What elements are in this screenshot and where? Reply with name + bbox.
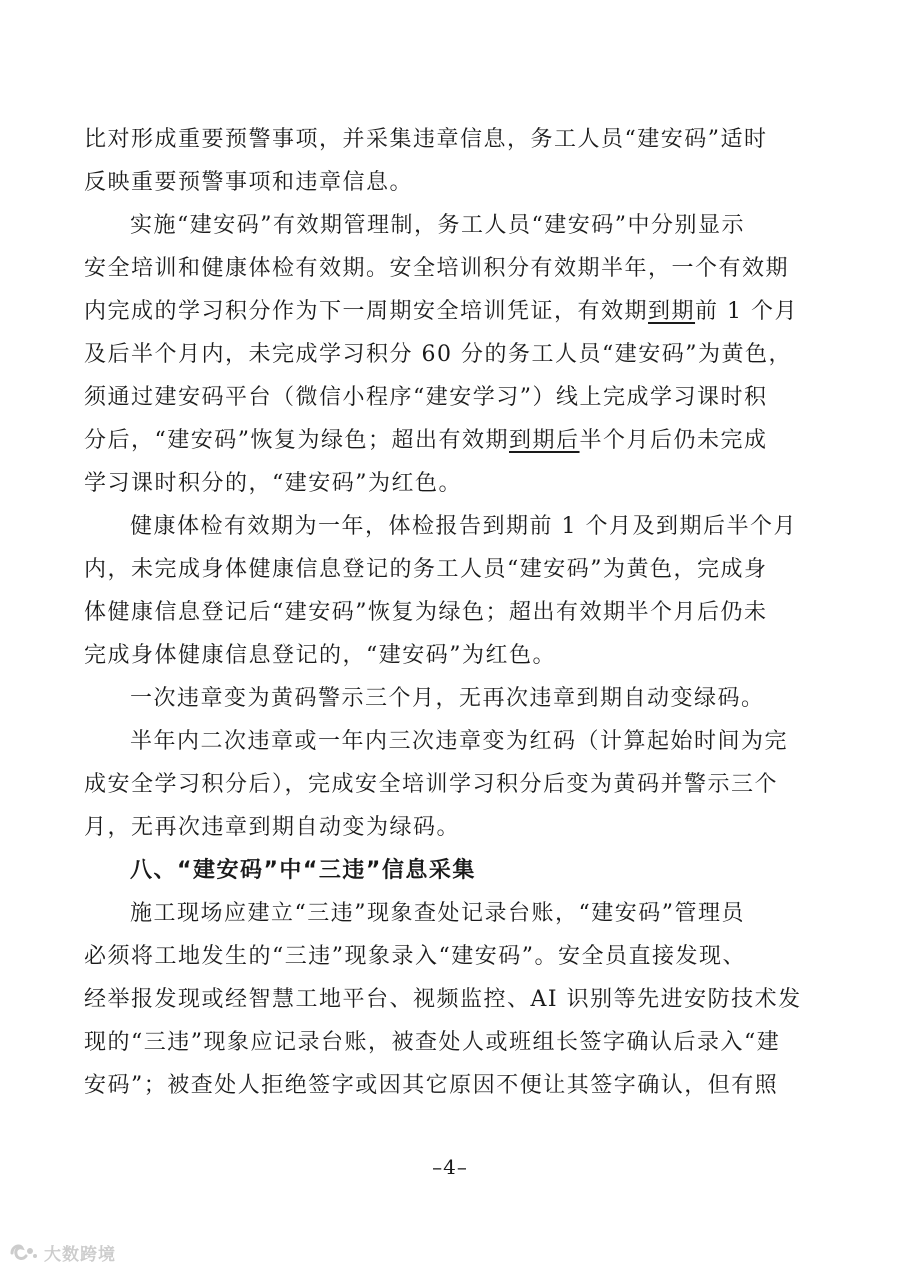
paragraph-line (84, 419, 824, 462)
paragraph-line: 内，未完成身体健康信息登记的务工人员“建安码”为黄色，完成身 (84, 557, 768, 582)
paragraph-line: 成安全学习积分后），完成安全培训学习积分后变为黄码并警示三个 (84, 772, 779, 797)
line-text: 分后，“建安码”恢复为绿色；超出有效期 (84, 428, 509, 453)
watermark (8, 1240, 116, 1265)
paragraph-line: 体健康信息登记后“建安码”恢复为绿色；超出有效期半个月后仍未 (84, 600, 768, 625)
document-body (84, 118, 824, 1107)
paragraph-line: 实施“建安码”有效期管理制，务工人员“建安码”中分别显示 (130, 213, 745, 238)
underlined-text: 到期后 (509, 428, 580, 453)
paragraph-line: 安全培训和健康体检有效期。安全培训积分有效期半年，一个有效期 (84, 256, 790, 281)
paragraph-line: 及后半个月内，未完成学习积分 60 分的务工人员“建安码”为黄色， (84, 342, 792, 367)
paragraph-line (84, 290, 824, 333)
paragraph-line: 一次违章变为黄码警示三个月，无再次违章到期自动变绿码。 (130, 686, 765, 711)
page-number: –4– (432, 1155, 468, 1179)
paragraph-line: 必须将工地发生的“三违”现象录入“建安码”。安全员直接发现、 (84, 944, 746, 969)
paragraph-line: 现的“三违”现象应记录台账，被查处人或班组长签字确认后录入“建 (84, 1030, 781, 1055)
paragraph-line: 学习课时积分的，“建安码”为红色。 (84, 471, 462, 496)
paragraph-line: 健康体检有效期为一年，体检报告到期前 1 个月及到期后半个月 (130, 514, 797, 539)
paragraph-line: 安码”；被查处人拒绝签字或因其它原因不便让其签字确认，但有照 (84, 1073, 779, 1098)
paragraph-line: 完成身体健康信息登记的，“建安码”为红色。 (84, 643, 556, 668)
paragraph-line: 施工现场应建立“三违”现象查处记录台账，“建安码”管理员 (130, 901, 745, 926)
watermark-logo-icon (8, 1242, 38, 1264)
underlined-text: 到期 (648, 299, 696, 324)
line-text: 内完成的学习积分作为下一周期安全培训凭证，有效期 (84, 299, 649, 324)
line-text: 前 1 个月 (695, 299, 799, 324)
paragraph-line: 经举报发现或经智慧工地平台、视频监控、AI 识别等先进安防技术发 (84, 987, 802, 1012)
paragraph-line: 月，无再次违章到期自动变为绿码。 (84, 815, 461, 840)
paragraph-line: 半年内二次违章或一年内三次违章变为红码（计算起始时间为完 (130, 729, 789, 754)
paragraph-line: 须通过建安码平台（微信小程序“建安学习”）线上完成学习课时积 (84, 385, 768, 410)
line-text: 半个月后仍未完成 (579, 428, 768, 453)
paragraph-line: 比对形成重要预警事项，并采集违章信息，务工人员“建安码”适时 (84, 127, 768, 152)
section-heading: 八、“建安码”中“三违”信息采集 (130, 858, 476, 883)
paragraph-line: 反映重要预警事项和违章信息。 (84, 170, 414, 195)
watermark-text: 大数跨境 (44, 1245, 116, 1265)
